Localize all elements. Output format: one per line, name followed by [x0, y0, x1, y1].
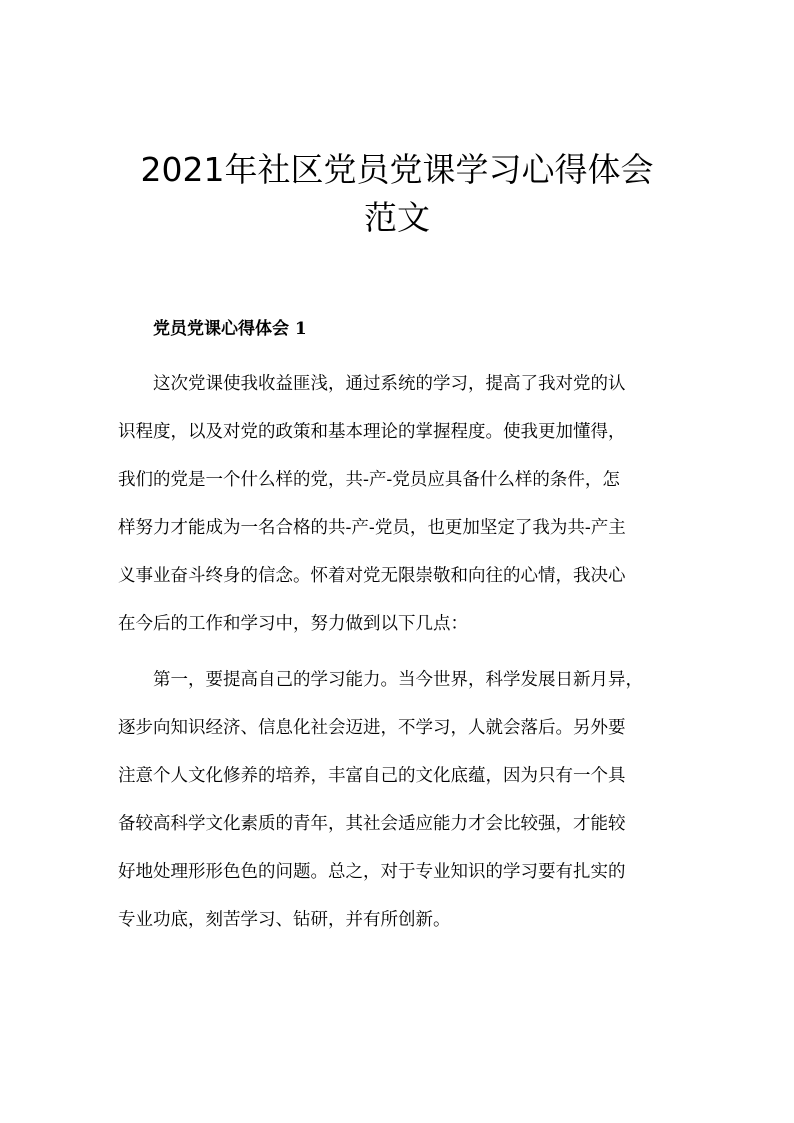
document-title-line-1: 2021年社区党员党课学习心得体会 [140, 150, 654, 189]
paragraph-2-line-3: 注意个人文化修养的培养，丰富自己的文化底蕴，因为只有一个具 [118, 766, 626, 786]
document-title-line-2: 范文 [364, 198, 430, 237]
paragraph-2-line-1: 第一，要提高自己的学习能力。当今世界，科学发展日新月异， [153, 670, 643, 690]
paragraph-1-line-1: 这次党课使我收益匪浅，通过系统的学习，提高了我对党的认 [153, 374, 626, 394]
paragraph-1-line-4: 样努力才能成为一名合格的共-产-党员，也更加坚定了我为共-产主 [118, 518, 626, 538]
paragraph-1-line-6: 在今后的工作和学习中，努力做到以下几点： [118, 614, 468, 634]
paragraph-1-line-3: 我们的党是一个什么样的党，共-产-党员应具备什么样的条件，怎 [118, 470, 620, 490]
paragraph-1-line-5: 义事业奋斗终身的信念。怀着对党无限崇敬和向往的心情，我决心 [118, 566, 626, 586]
section-heading: 党员党课心得体会 1 [153, 319, 307, 339]
paragraph-2-line-4: 备较高科学文化素质的青年，其社会适应能力才会比较强，才能较 [118, 814, 626, 834]
paragraph-2-line-5: 好地处理形形色色的问题。总之，对于专业知识的学习要有扎实的 [118, 862, 626, 882]
paragraph-1-line-2: 识程度，以及对党的政策和基本理论的掌握程度。使我更加懂得， [118, 422, 626, 442]
paragraph-2-line-2: 逐步向知识经济、信息化社会迈进，不学习，人就会落后。另外要 [118, 718, 626, 738]
paragraph-2-line-6: 专业功底，刻苦学习、钻研，并有所创新。 [118, 910, 451, 930]
